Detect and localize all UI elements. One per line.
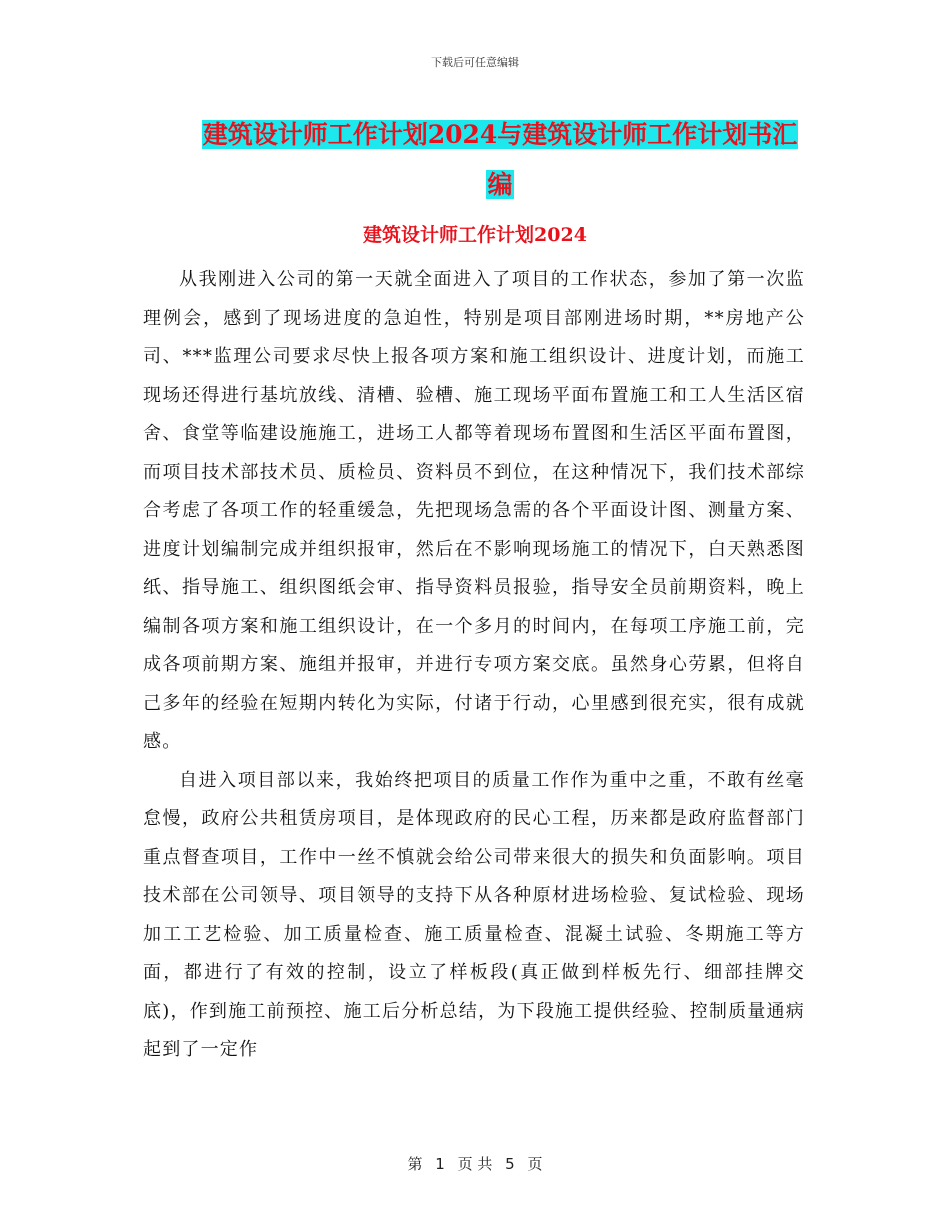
document-title-line-2: 编 [487,170,513,199]
page-suffix: 页 [527,1155,543,1173]
page-current: 1 [435,1155,445,1173]
section-title: 建筑设计师工作计划2024 [363,224,587,246]
paragraph-1: 从我刚进入公司的第一天就全面进入了项目的工作状态，参加了第一次监理例会，感到了现场进度的急迫性，特别是项目部刚进场时期，**房地产公司、***监理公司要求尽快上报各项方案和施工组织设计、进度计划，而施工现场还得进行基坑放线、清槽、验槽、施工现场平面布置施工和工人生活区宿舍、食堂等临建设施施工，进场工人都等着现场布置图和生活区平面布置图，而项目技术部技术员、质检员、资料员不到位，在这种情况下，我们技术部综合考虑了各项工作的轻重缓急，先把现场急需的各个平面设计图、测量方案、进度计划编制完成并组织报审，然后在不影响现场施工的情况下，白天熟悉图纸、指导施工、组织图纸会审、指导资料员报验，指导安全员前期资料，晚上编制各项方案和施工组织设计，在一个多月的时间内，在每项工序施工前，完成各项前期方案、施组并报审，并进行专项方案交底。虽然身心劳累，但将自己多年的经验在短期内转化为实际，付诸于行动，心里感到很充实，很有成就感。 [143,269,805,752]
page-footer [0,1153,950,1174]
document-title [150,110,850,210]
page-prefix: 第 [407,1155,423,1173]
page-total: 5 [505,1155,515,1173]
header-note: 下载后可任意编辑 [431,56,519,69]
document-body [143,261,805,1070]
paragraph-2: 自进入项目部以来，我始终把项目的质量工作作为重中之重，不敢有丝毫怠慢，政府公共租赁房项目，是体现政府的民心工程，历来都是政府监督部门重点督查项目，工作中一丝不慎就会给公司带来很大的损失和负面影响。项目技术部在公司领导、项目领导的支持下从各种原材进场检验、复试检验、现场加工工艺检验、加工质量检查、施工质量检查、混凝土试验、冬期施工等方面，都进行了有效的控制，设立了样板段(真正做到样板先行、细部挂牌交底)，作到施工前预控、施工后分析总结，为下段施工提供经验、控制质量通病起到了一定作 [143,769,805,1060]
page-mid: 页 共 [457,1155,493,1173]
document-title-line-1: 建筑设计师工作计划2024与建筑设计师工作计划书汇 [202,120,798,149]
